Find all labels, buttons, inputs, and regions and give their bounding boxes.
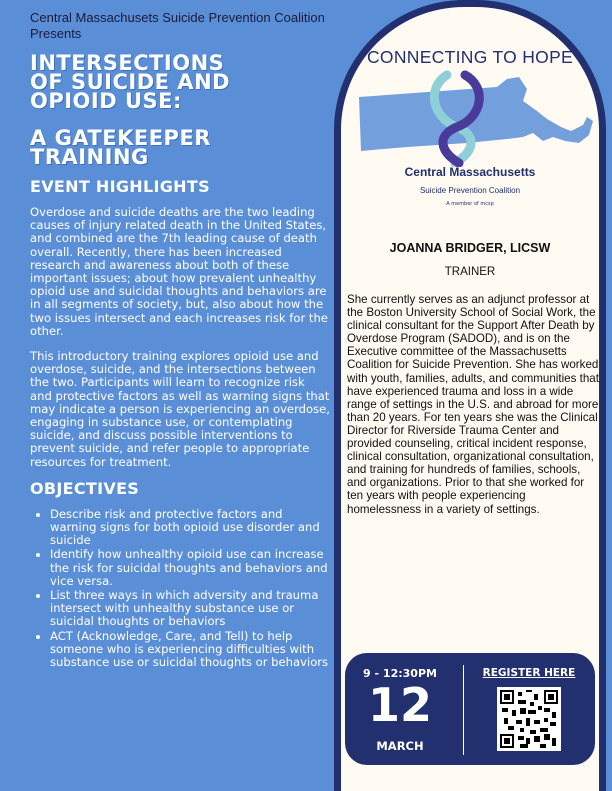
page-title — [30, 51, 330, 169]
event-time: 9 - 12:30PM — [363, 667, 437, 680]
objectives-list — [30, 508, 330, 669]
title-line-3: OPIOID USE: — [30, 89, 182, 113]
trainer-name: JOANNA BRIDGER, LICSW — [389, 241, 551, 255]
org-name: Central Massachusetts — [404, 165, 536, 179]
title-line-1: INTERSECTIONS — [30, 51, 225, 75]
divider — [463, 665, 464, 755]
massachusetts-map-icon — [347, 67, 597, 167]
title-line-4: A GATEKEEPER — [30, 126, 211, 150]
trainer-card — [334, 0, 606, 791]
event-day: 12 — [367, 678, 432, 732]
objective-item: • List three ways in which adversity and trauma intersect with unhealthy substance use or suicidal thoughts or behaviors — [50, 589, 330, 629]
trainer-bio: She currently serves as an adjunct professor at the Boston University School of Social Work, the clinical consultant for the Support After Death by Overdose Program (SADOD), and is on the Executive committee of the Massachusetts Coalition for Suicide Prevention. She has worked with youth, families, adults, and communities that have experienced trauma and loss in a wide range of settings in the U.S. and abroad for more than 20 years. For ten years she was the Clinical Director for Riverside Trauma Center and provided counseling, critical incident response, clinical consultation, organizational consultation, and training for hundreds of families, schools, and organizations. Prior to that she worked for ten years with people experiencing homelessness in a variety of settings. — [347, 293, 599, 516]
trainer-role: TRAINER — [444, 266, 496, 278]
org-member-line: A member of mcsp — [446, 201, 494, 207]
objectives-heading: OBJECTIVES — [30, 478, 140, 498]
card-title: CONNECTING TO HOPE — [366, 47, 574, 67]
event-details-box — [345, 653, 595, 765]
title-line-5: TRAINING — [30, 145, 149, 169]
presenter-line: Central Massachusets Suicide Prevention Coalition Presents — [30, 10, 325, 41]
qr-code-graphic — [500, 690, 558, 748]
highlights-paragraph-2: This introductory training explores opioid use and overdose, suicide, and the intersections between the two. Participants will learn to recognize risk and protective factors as well as warning signs that may indicate a person is experiencing an overdose, engaging in substance use, or contemplating suicide, and discuss possible interventions to prevent suicide, and refer people to appropriate resources for treatment. — [30, 349, 330, 469]
highlights-paragraph-1: Overdose and suicide deaths are the two leading causes of injury related death in the United States, and combined are the 7th leading cause of death overall. Recently, there has been increased research and awareness about both of these important issues; about how prevalent unhealthy opioid use and suicidal thoughts and behaviors are in all segments of society, but, also about how the two issues intersect and each increases risk for the other. — [30, 205, 328, 338]
highlights-heading: EVENT HIGHLIGHTS — [30, 177, 210, 196]
left-column — [30, 10, 330, 670]
objective-item: • ACT (Acknowledge, Care, and Tell) to help someone who is experiencing difficulties with substance use or suicidal thoughts or behaviors — [50, 630, 330, 670]
qr-code-icon[interactable] — [497, 687, 561, 751]
objective-item: • Describe risk and protective factors and warning signs for both opioid use disorder and suicide — [50, 508, 330, 548]
event-month: MARCH — [376, 739, 424, 753]
objective-item: • Identify how unhealthy opioid use can increase the risk for suicidal thoughts and behaviors and vice versa. — [50, 548, 330, 588]
org-subtitle: Suicide Prevention Coalition — [419, 186, 521, 195]
register-link[interactable]: REGISTER HERE — [482, 667, 576, 679]
title-line-2: OF SUICIDE AND — [30, 70, 231, 94]
coalition-logo — [347, 67, 597, 167]
